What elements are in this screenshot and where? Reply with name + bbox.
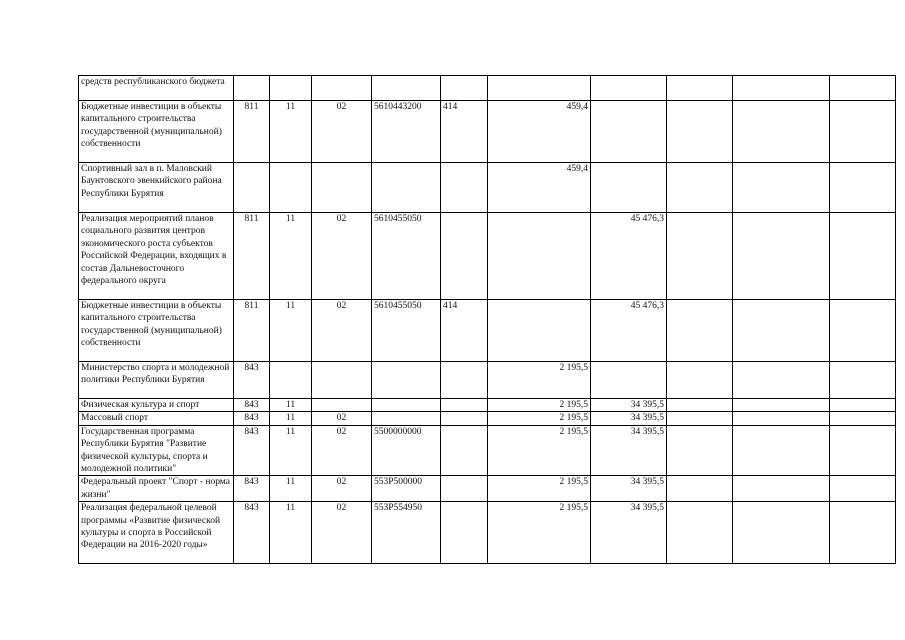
- table-row: [79, 101, 896, 163]
- section-code: [270, 362, 312, 399]
- amount-col-4: [733, 76, 830, 101]
- subsection-code: 02: [312, 101, 372, 163]
- glav-code: 843: [234, 502, 270, 564]
- amount-col-4: [733, 101, 830, 163]
- target-article-code: 5610455050: [372, 213, 441, 300]
- expense-type-code: [441, 76, 488, 101]
- glav-code: [234, 76, 270, 101]
- expense-type-code: 414: [441, 300, 488, 362]
- target-article-code: 553P500000: [372, 476, 441, 502]
- expense-type-code: [441, 163, 488, 213]
- amount-col-3: [667, 300, 733, 362]
- subsection-code: [312, 399, 372, 412]
- glav-code: [234, 163, 270, 213]
- section-code: 11: [270, 213, 312, 300]
- amount-col-2: [591, 163, 667, 213]
- amount-col-3: [667, 163, 733, 213]
- glav-code: 843: [234, 476, 270, 502]
- section-code: 11: [270, 412, 312, 425]
- amount-col-1: [488, 213, 591, 300]
- budget-document-page: [78, 75, 896, 564]
- section-code: 11: [270, 399, 312, 412]
- amount-col-2: [591, 362, 667, 399]
- expense-type-code: [441, 362, 488, 399]
- row-name: Спортивный зал в п. Маловский Баунтовского эвенкийского района Республики Бурятия: [79, 163, 234, 213]
- row-name: Физическая культура и спорт: [79, 399, 234, 412]
- subsection-code: [312, 163, 372, 213]
- table-row: [79, 476, 896, 502]
- amount-col-5: [830, 300, 896, 362]
- amount-col-4: [733, 399, 830, 412]
- amount-col-5: [830, 101, 896, 163]
- amount-col-3: [667, 76, 733, 101]
- target-article-code: [372, 163, 441, 213]
- amount-col-3: [667, 399, 733, 412]
- target-article-code: [372, 399, 441, 412]
- section-code: 11: [270, 502, 312, 564]
- amount-col-2: 34 395,5: [591, 476, 667, 502]
- amount-col-4: [733, 213, 830, 300]
- subsection-code: 02: [312, 213, 372, 300]
- section-code: 11: [270, 300, 312, 362]
- table-row: [79, 213, 896, 300]
- amount-col-4: [733, 425, 830, 476]
- amount-col-2: [591, 101, 667, 163]
- amount-col-5: [830, 502, 896, 564]
- amount-col-2: 45 476,3: [591, 300, 667, 362]
- table-row: [79, 362, 896, 399]
- amount-col-4: [733, 502, 830, 564]
- subsection-code: 02: [312, 425, 372, 476]
- subsection-code: 02: [312, 502, 372, 564]
- section-code: [270, 163, 312, 213]
- amount-col-1: 2 195,5: [488, 476, 591, 502]
- glav-code: 811: [234, 300, 270, 362]
- row-name: Реализация мероприятий планов социального развития центров экономического роста субъектов Российской Федерации, входящих в состав Дальневосточного федерального округа: [79, 213, 234, 300]
- glav-code: 843: [234, 362, 270, 399]
- row-name: Государственная программа Республики Бурятия "Развитие физической культуры, спорта и молодежной политики": [79, 425, 234, 476]
- amount-col-4: [733, 476, 830, 502]
- table-row: [79, 163, 896, 213]
- table-row: [79, 76, 896, 101]
- amount-col-3: [667, 502, 733, 564]
- target-article-code: [372, 76, 441, 101]
- row-name: Федеральный проект "Спорт - норма жизни": [79, 476, 234, 502]
- amount-col-2: 34 395,5: [591, 502, 667, 564]
- table-row: [79, 399, 896, 412]
- target-article-code: 553P554950: [372, 502, 441, 564]
- row-name: Министерство спорта и молодежной политики Республики Бурятия: [79, 362, 234, 399]
- table-row: [79, 300, 896, 362]
- amount-col-1: [488, 300, 591, 362]
- amount-col-1: [488, 76, 591, 101]
- amount-col-4: [733, 362, 830, 399]
- section-code: 11: [270, 425, 312, 476]
- section-code: 11: [270, 476, 312, 502]
- glav-code: 811: [234, 213, 270, 300]
- row-name: Реализация федеральной целевой программы «Развитие физической культуры и спорта в Российской Федерации на 2016-2020 годы»: [79, 502, 234, 564]
- expense-type-code: [441, 476, 488, 502]
- row-name: средств республиканского бюджета: [79, 76, 234, 101]
- amount-col-3: [667, 412, 733, 425]
- amount-col-1: 2 195,5: [488, 502, 591, 564]
- subsection-code: 02: [312, 412, 372, 425]
- amount-col-1: 2 195,5: [488, 412, 591, 425]
- amount-col-1: 2 195,5: [488, 399, 591, 412]
- glav-code: 843: [234, 412, 270, 425]
- amount-col-3: [667, 476, 733, 502]
- amount-col-3: [667, 425, 733, 476]
- table-row: [79, 425, 896, 476]
- row-name: Бюджетные инвестиции в объекты капитального строительства государственной (муниципальной) собственности: [79, 300, 234, 362]
- table-row: [79, 412, 896, 425]
- subsection-code: 02: [312, 300, 372, 362]
- amount-col-1: 459,4: [488, 101, 591, 163]
- row-name: Массовый спорт: [79, 412, 234, 425]
- expense-type-code: [441, 213, 488, 300]
- section-code: 11: [270, 101, 312, 163]
- budget-table: [78, 75, 896, 564]
- amount-col-2: [591, 76, 667, 101]
- amount-col-5: [830, 213, 896, 300]
- expense-type-code: [441, 399, 488, 412]
- amount-col-5: [830, 425, 896, 476]
- subsection-code: 02: [312, 476, 372, 502]
- glav-code: 811: [234, 101, 270, 163]
- amount-col-2: 45 476,3: [591, 213, 667, 300]
- amount-col-1: 459,4: [488, 163, 591, 213]
- amount-col-3: [667, 101, 733, 163]
- row-name: Бюджетные инвестиции в объекты капитального строительства государственной (муниципальной) собственности: [79, 101, 234, 163]
- amount-col-5: [830, 76, 896, 101]
- target-article-code: [372, 362, 441, 399]
- amount-col-3: [667, 362, 733, 399]
- amount-col-5: [830, 399, 896, 412]
- expense-type-code: 414: [441, 101, 488, 163]
- amount-col-5: [830, 476, 896, 502]
- amount-col-4: [733, 300, 830, 362]
- target-article-code: 5610455050: [372, 300, 441, 362]
- subsection-code: [312, 362, 372, 399]
- expense-type-code: [441, 502, 488, 564]
- section-code: [270, 76, 312, 101]
- amount-col-2: 34 395,5: [591, 399, 667, 412]
- expense-type-code: [441, 425, 488, 476]
- amount-col-4: [733, 163, 830, 213]
- amount-col-1: 2 195,5: [488, 362, 591, 399]
- amount-col-5: [830, 163, 896, 213]
- glav-code: 843: [234, 425, 270, 476]
- amount-col-2: 34 395,5: [591, 412, 667, 425]
- target-article-code: 5500000000: [372, 425, 441, 476]
- amount-col-5: [830, 412, 896, 425]
- target-article-code: 5610443200: [372, 101, 441, 163]
- expense-type-code: [441, 412, 488, 425]
- subsection-code: [312, 76, 372, 101]
- amount-col-4: [733, 412, 830, 425]
- amount-col-3: [667, 213, 733, 300]
- amount-col-2: 34 395,5: [591, 425, 667, 476]
- glav-code: 843: [234, 399, 270, 412]
- amount-col-1: 2 195,5: [488, 425, 591, 476]
- target-article-code: [372, 412, 441, 425]
- table-row: [79, 502, 896, 564]
- amount-col-5: [830, 362, 896, 399]
